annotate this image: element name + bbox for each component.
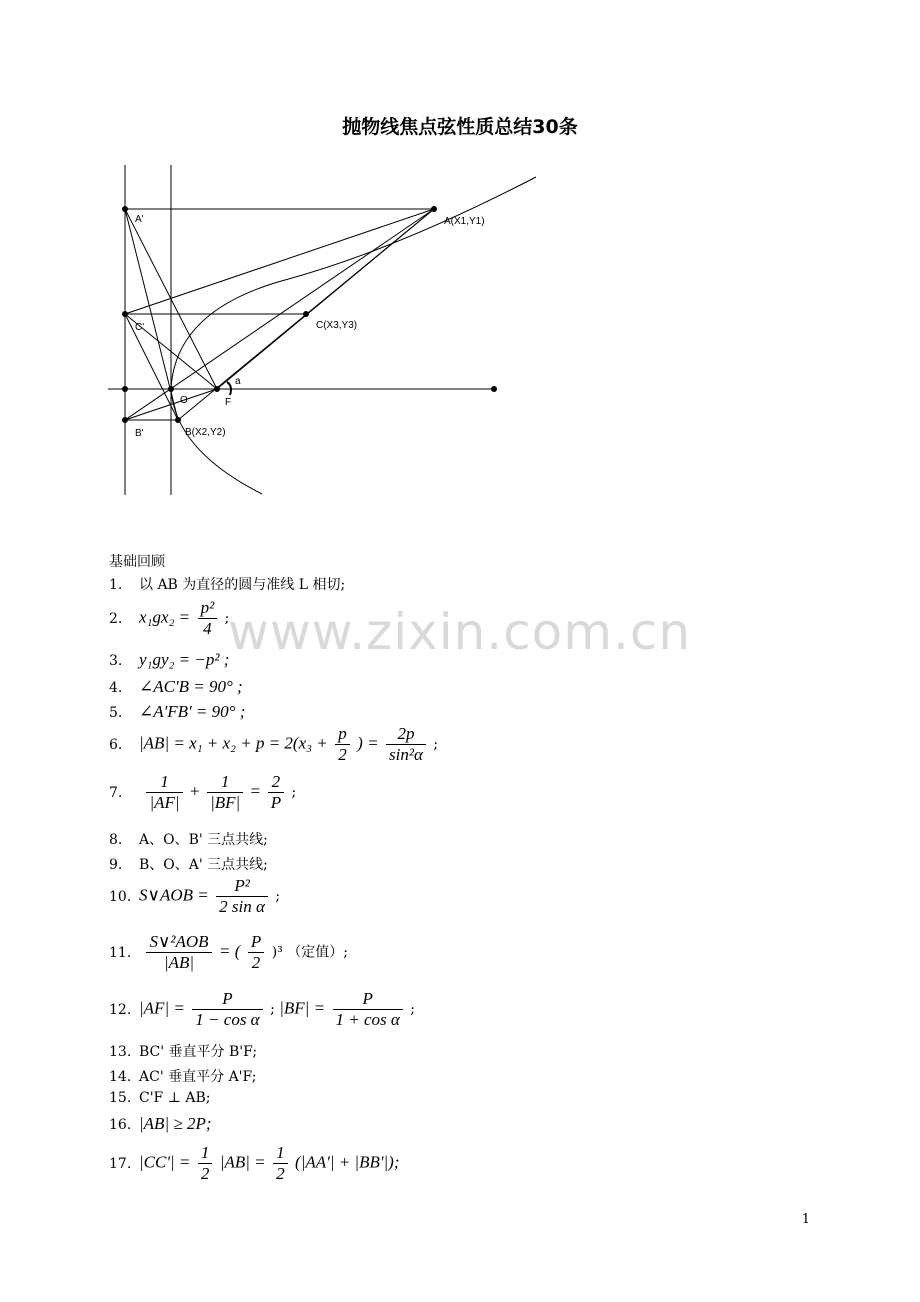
section-title: 基础回顾 [109, 554, 165, 570]
property-13: 13. BC' 垂直平分 B'F; [109, 1044, 258, 1060]
property-7: 7. $\frac{1}{|AF|}$ + $\frac{1}{|BF|}$ = $\frac{2}{P}$ ; [109, 772, 297, 812]
property-10: 10. S∨AOB = $\frac{\text{P²}}{\text{2 sin α}}$ ; [109, 876, 281, 916]
label-C: C(X3,Y3) [316, 320, 358, 331]
watermark: www.zixin.com.cn [228, 603, 692, 661]
property-6: 6. |AB| = x₁ + x₂ + p = 2(x₃ + $\frac{p}{2}$ ) = $\frac{2p}{\text{sin²α}}$ ; [109, 724, 439, 764]
property-4: 4. ∠AC'B = 90° ; [109, 677, 243, 696]
property-11: 11. $\frac{\text{S∨²AOB}}{|AB|}$ = ( $\frac{P}{2}$ )³ （定值）; [109, 932, 348, 972]
property-9: 9. B、O、A' 三点共线; [109, 857, 268, 873]
label-A-prime: A' [135, 214, 144, 225]
property-8: 8. A、O、B' 三点共线; [109, 832, 268, 848]
property-15: 15. C'F ⊥ AB; [109, 1090, 211, 1106]
page-number: 1 [801, 1212, 810, 1227]
property-1: 1. 以 AB 为直径的圆与准线 L 相切; [109, 577, 346, 593]
label-O: O [180, 395, 188, 406]
property-12: 12. |AF| = $\frac{P}{\text{1 − cos α}}$ ; |BF| = $\frac{P}{\text{1 + cos α}}$ ; [109, 989, 416, 1029]
label-C-prime: C' [135, 322, 145, 333]
property-2: 2. x₁gx₂ = $\frac{\text{p²}}{4}$ ; [109, 598, 230, 638]
document-title: 抛物线焦点弦性质总结30条 [342, 116, 578, 138]
property-16: 16. |AB| ≥ 2P; [109, 1114, 212, 1133]
property-17: 17. |CC'| = $\frac{1}{2}$ |AB| = $\frac{1}{2}$ (|AA'| + |BB'|); [109, 1143, 400, 1183]
label-B: B(X2,Y2) [185, 427, 226, 438]
label-alpha: a [235, 376, 241, 387]
label-A: A(X1,Y1) [444, 216, 485, 227]
property-3: 3. y₁gy₂ = −p² ; [109, 650, 230, 669]
property-5: 5. ∠A'FB' = 90° ; [109, 702, 246, 721]
property-14: 14. AC' 垂直平分 A'F; [109, 1069, 257, 1085]
label-F: F [225, 397, 232, 408]
parabola-focal-chord-figure [105, 160, 545, 505]
label-B-prime: B' [135, 428, 144, 439]
